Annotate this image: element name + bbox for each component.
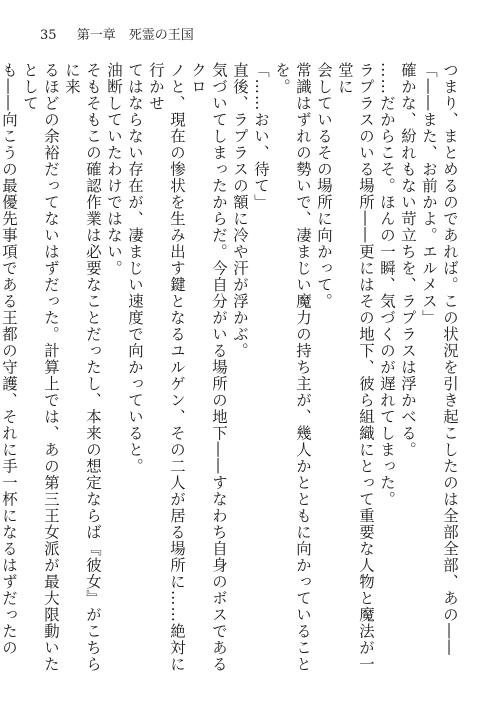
text-line: つまり、まとめるのであれば。この状況を引き起こしたのは全部全部、あの―― xyxy=(441,62,459,656)
text-line: ノと、現在の惨状を生み出す鍵となるユルゲン、その二人が居る場所に……絶対に行かせ xyxy=(147,62,186,673)
text-line: そもそもこの確認作業は必要なことだったし、本来の想定ならば『彼女』がこちらに来 xyxy=(63,62,102,673)
text-line: 常識はずれの勢いで、凄まじい魔力の持ち主が、幾人かとともに向かっていることを。 xyxy=(273,62,312,673)
chapter-title: 第一章 死霊の王国 xyxy=(76,28,194,43)
text-line: るほどの余裕だってないはずだった。計算上では、あの第三王女派が最大限動いたとして xyxy=(21,62,60,673)
body-text xyxy=(0,62,460,682)
text-line: ラプラスのいる場所――更にはその地下、彼ら組織にとって重要な人物と魔法が一堂に xyxy=(336,62,375,673)
text-line: 直後、ラプラスの額に冷や汗が浮かぶ。 xyxy=(231,62,249,359)
text-line: 「――また、お前かよ。エルメス」 xyxy=(420,62,438,326)
text-line: ……だからこそ。ほんの一瞬、気づくのが遅れてしまった。 xyxy=(378,62,396,508)
text-line: 会しているその場所に向かって。 xyxy=(315,62,333,310)
page-number: 35 xyxy=(40,28,57,43)
text-line: 気づいてしまったからだ。今自分がいる場所の地下――すなわち自身のボスであるクロ xyxy=(189,62,228,673)
text-line: 「……おい、待て」 xyxy=(252,62,270,211)
text-line: も――向こうの最優先事項である王都の守護、それに手一杯になるはずだったの xyxy=(0,62,18,656)
text-line: 確かな、紛れもない苛立ちを、ラプラスは浮かべる。 xyxy=(399,62,417,458)
text-line: てはならない存在が、凄まじい速度で向かっていると。 xyxy=(126,62,144,475)
text-line: 油断していたわけではない。 xyxy=(105,62,123,277)
page-header xyxy=(40,24,194,43)
